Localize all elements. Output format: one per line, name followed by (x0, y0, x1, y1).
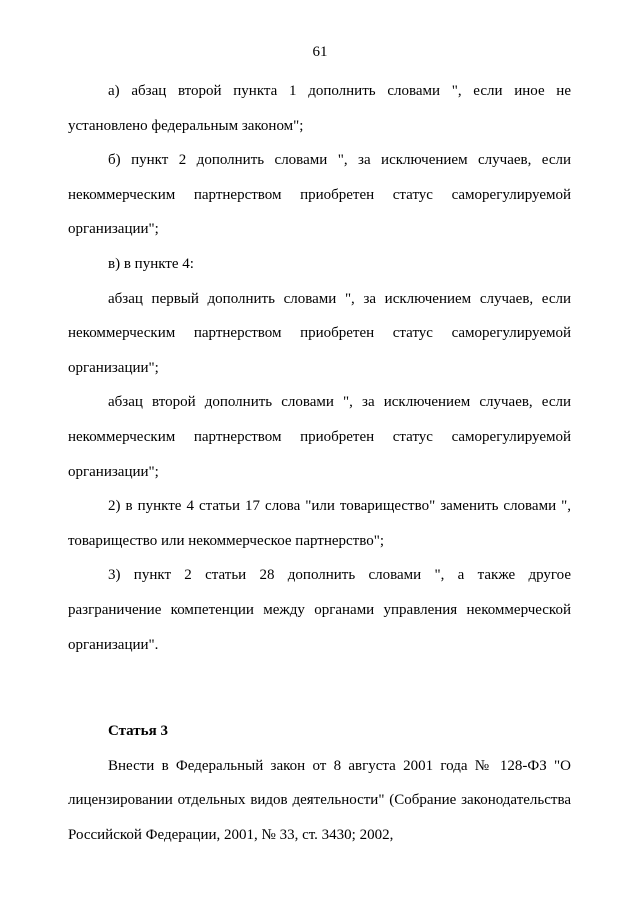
document-body (68, 74, 571, 852)
article-heading: Статья 3 (108, 723, 168, 740)
paragraph-2: 2) в пункте 4 статьи 17 слова "или товарищество" заменить словами ", товарищество или некоммерческое партнерство"; (68, 498, 571, 549)
article-paragraph: Внести в Федеральный закон от 8 августа 2001 года № 128-ФЗ "О лицензировании отдельных видов деятельности" (Собрание законодательства Российской Федерации, 2001, № 33, ст. 3430; 2002, (68, 757, 571, 843)
paragraph-v-first: абзац первый дополнить словами ", за исключением случаев, если некоммерческим партнерством приобретен статус саморегулируемой организации"; (68, 290, 571, 376)
paragraph-3: 3) пункт 2 статьи 28 дополнить словами ", а также другое разграничение компетенции между органами управления некоммерческой организации". (68, 567, 571, 653)
paragraph-a: а) абзац второй пункта 1 дополнить словами ", если иное не установлено федеральным законом"; (68, 83, 571, 134)
page-number: 61 (312, 44, 328, 60)
paragraph-b: б) пункт 2 дополнить словами ", за исключением случаев, если некоммерческим партнерством приобретен статус саморегулируемой организации"; (68, 152, 571, 238)
paragraph-v: в) в пункте 4: (108, 255, 194, 272)
paragraph-v-second: абзац второй дополнить словами ", за исключением случаев, если некоммерческим партнерством приобретен статус саморегулируемой организации"; (68, 394, 571, 480)
